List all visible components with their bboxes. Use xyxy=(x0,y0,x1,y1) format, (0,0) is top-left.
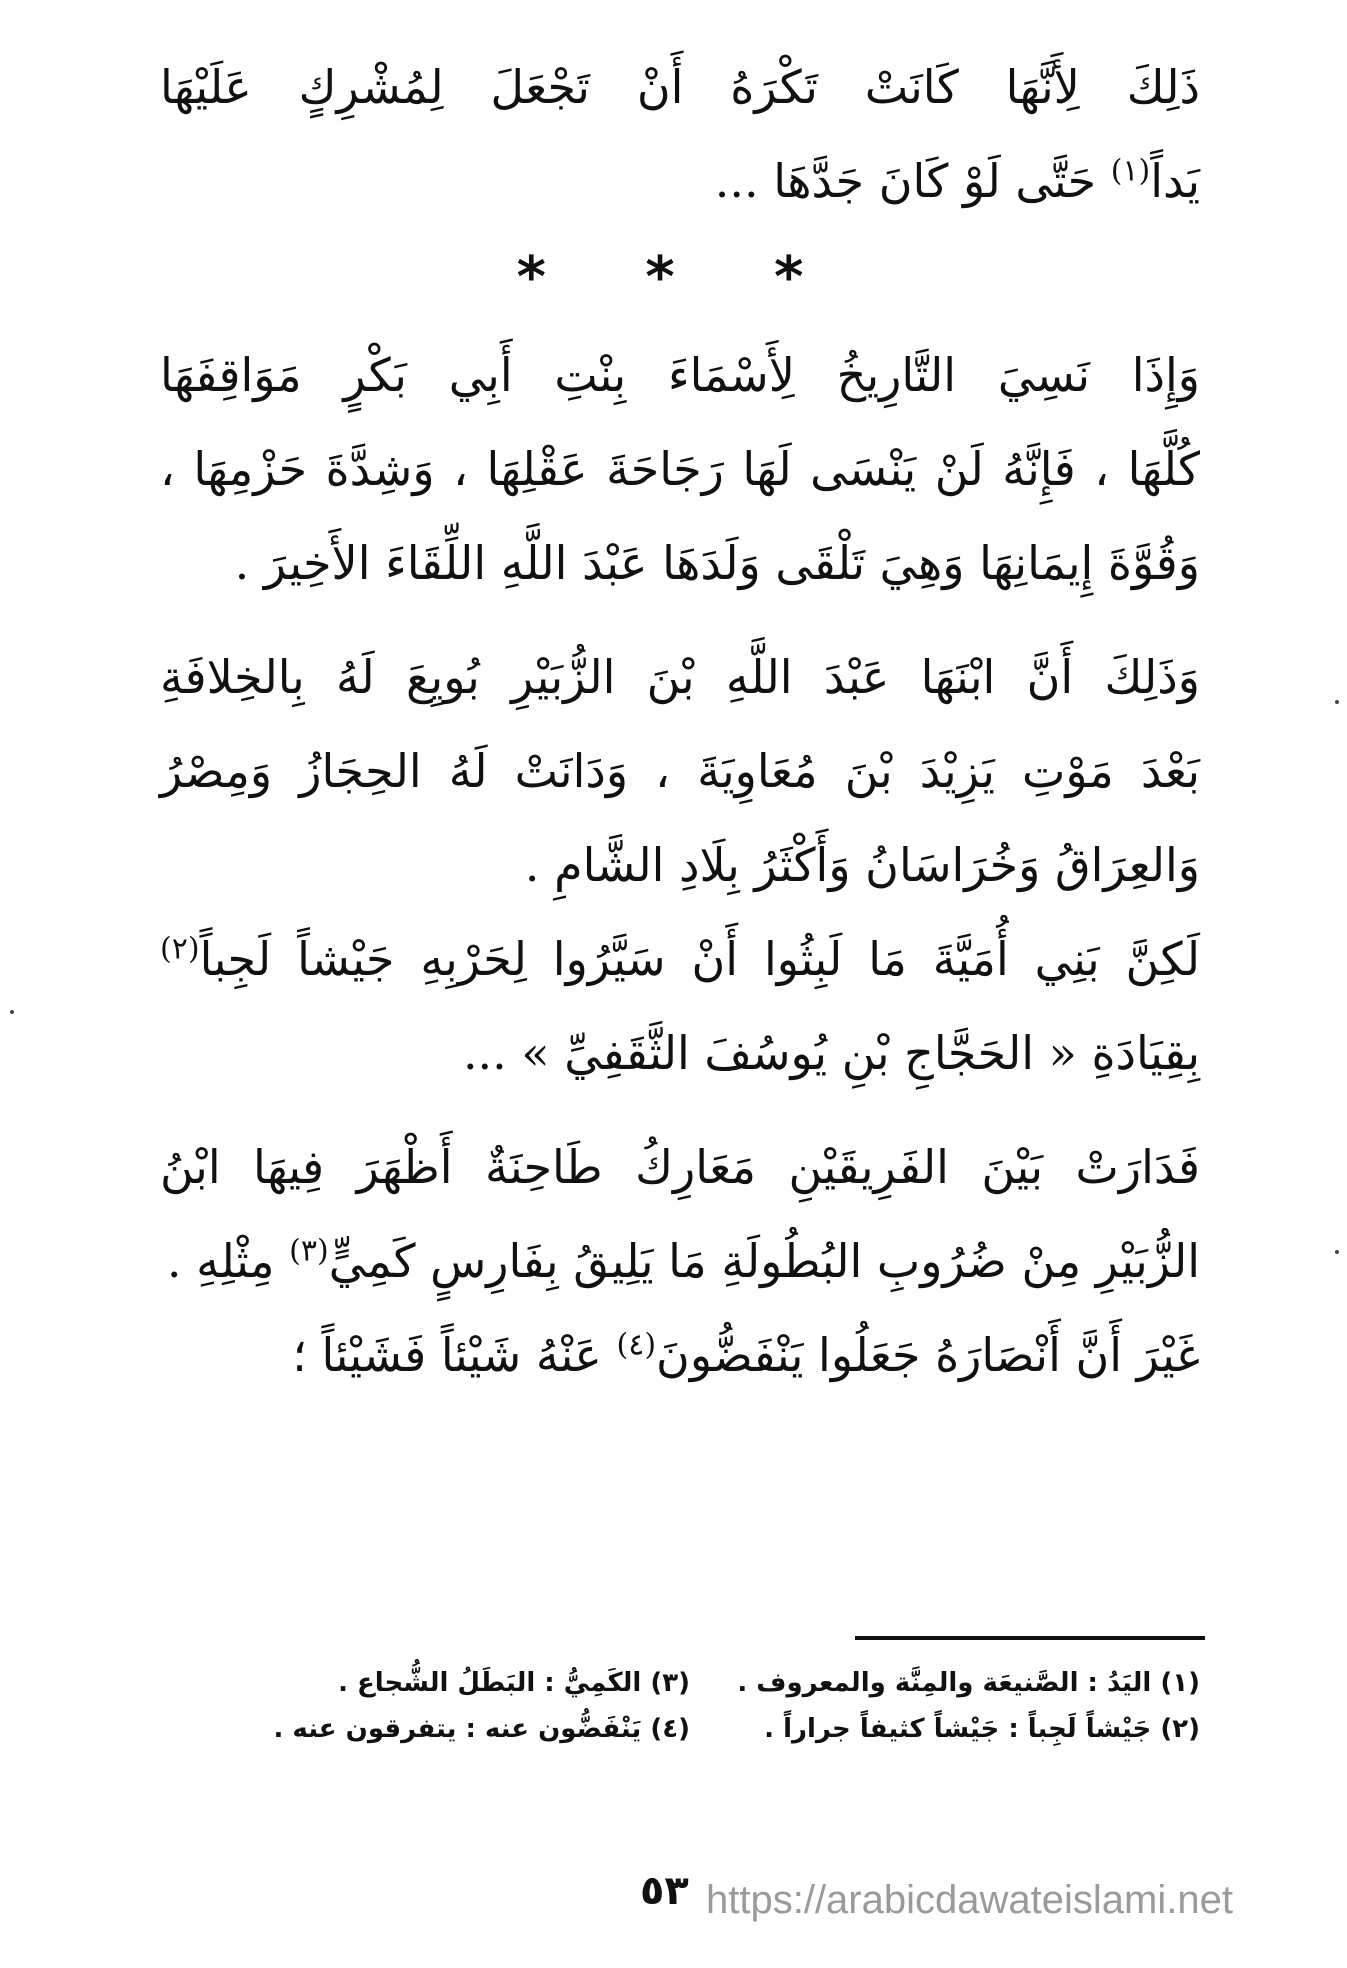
watermark-url: https://arabicdawateislami.net xyxy=(706,1878,1233,1922)
page-number: ٥٣ xyxy=(640,1868,689,1914)
text-line: وَالعِرَاقُ وَخُرَاسَانُ وَأَكْثَرُ بِلَادِ الشَّامِ . xyxy=(524,838,1200,892)
scan-speck xyxy=(1335,1250,1339,1254)
text-line: وَقُوَّةَ إِيمَانِهَا وَهِيَ تَلْقَى وَلَدَهَا عَبْدَ اللَّهِ اللِّقَاءَ الأَخِيرَ . xyxy=(234,536,1200,590)
footnote-2: (٢) جَيْشاً لَجِباً : جَيْشاً كثيفاً جراراً . xyxy=(764,1714,1200,1744)
text-line: بَعْدَ مَوْتِ يَزِيْدَ بْنَ مُعَاوِيَةَ ، وَدَانَتْ لَهُ الحِجَازُ وَمِصْرُ xyxy=(160,744,1200,798)
scan-speck xyxy=(1335,700,1339,704)
text-fragment: الزُّبَيْرِ مِنْ ضُرُوبِ البُطُولَةِ مَا يَلِيقُ بِفَارِسٍ كَمِيٍّ xyxy=(328,1234,1200,1288)
section-separator: * * * xyxy=(516,245,844,310)
text-line: بِقِيَادَةِ « الحَجَّاجِ بْنِ يُوسُفَ الثَّقَفِيِّ » ... xyxy=(462,1026,1200,1080)
scan-speck xyxy=(10,1010,14,1014)
text-line: وَذَلِكَ أَنَّ ابْنَهَا عَبْدَ اللَّهِ بْنَ الزُّبَيْرِ بُويِعَ لَهُ بِالخِلافَةِ xyxy=(160,650,1200,704)
footnote-row xyxy=(180,1660,1200,1706)
text-line xyxy=(160,1308,1200,1402)
text-fragment: لَكِنَّ بَنِي أُمَيَّةَ مَا لَبِثُوا أَنْ سَيَّرُوا لِحَرْبِهِ جَيْشاً لَجِباً xyxy=(199,932,1200,986)
text-line xyxy=(160,912,1200,1006)
footnote-marker: (٣) xyxy=(289,1233,329,1269)
paragraph-gap xyxy=(160,610,1200,630)
text-fragment: غَيْرَ أَنَّ أَنْصَارَهُ جَعَلُوا يَنْفَضُّونَ xyxy=(656,1328,1200,1382)
text-fragment: يَداً xyxy=(1150,154,1200,208)
text-line xyxy=(160,134,1200,228)
text-line: كُلَّهَا ، فَإِنَّهُ لَنْ يَنْسَى لَهَا رَجَاحَةَ عَقْلِهَا ، وَشِدَّةَ حَزْمِهَا ، xyxy=(160,442,1200,496)
footnotes xyxy=(180,1660,1200,1752)
main-text xyxy=(160,40,1200,1402)
text-line: وَإِذَا نَسِيَ التَّارِيخُ لِأَسْمَاءَ بِنْتِ أَبِي بَكْرٍ مَوَاقِفَهَا xyxy=(160,348,1200,402)
footnote-marker: (٢) xyxy=(160,931,200,967)
footnote-marker: (٤) xyxy=(616,1327,657,1363)
footnote-divider xyxy=(855,1636,1205,1640)
footnote-marker: (١) xyxy=(1110,153,1151,189)
footnote-row xyxy=(180,1706,1200,1752)
text-line: فَدَارَتْ بَيْنَ الفَرِيقَيْنِ مَعَارِكُ طَاحِنَةٌ أَظْهَرَ فِيهَا ابْنُ xyxy=(160,1140,1200,1194)
footnote-4: (٤) يَنْفَضُّون عنه : يتفرقون عنه . xyxy=(273,1714,690,1744)
footnote-3: (٣) الكَمِيُّ : البَطَلُ الشُّجاع . xyxy=(338,1668,690,1698)
footnote-1: (١) اليَدُ : الصَّنيعَة والمِنَّة والمعروف . xyxy=(737,1668,1200,1698)
text-fragment: عَنْهُ شَيْئاً فَشَيْئاً ؛ xyxy=(292,1328,617,1382)
text-line: ذَلِكَ لِأَنَّهَا كَانَتْ تَكْرَهُ أَنْ تَجْعَلَ لِمُشْرِكٍ عَلَيْهَا xyxy=(160,60,1200,114)
text-fragment: حَتَّى لَوْ كَانَ جَدَّهَا ... xyxy=(714,154,1111,208)
text-line xyxy=(160,1214,1200,1308)
paragraph-gap xyxy=(160,1100,1200,1120)
text-fragment: مِثْلِهِ . xyxy=(166,1234,290,1288)
